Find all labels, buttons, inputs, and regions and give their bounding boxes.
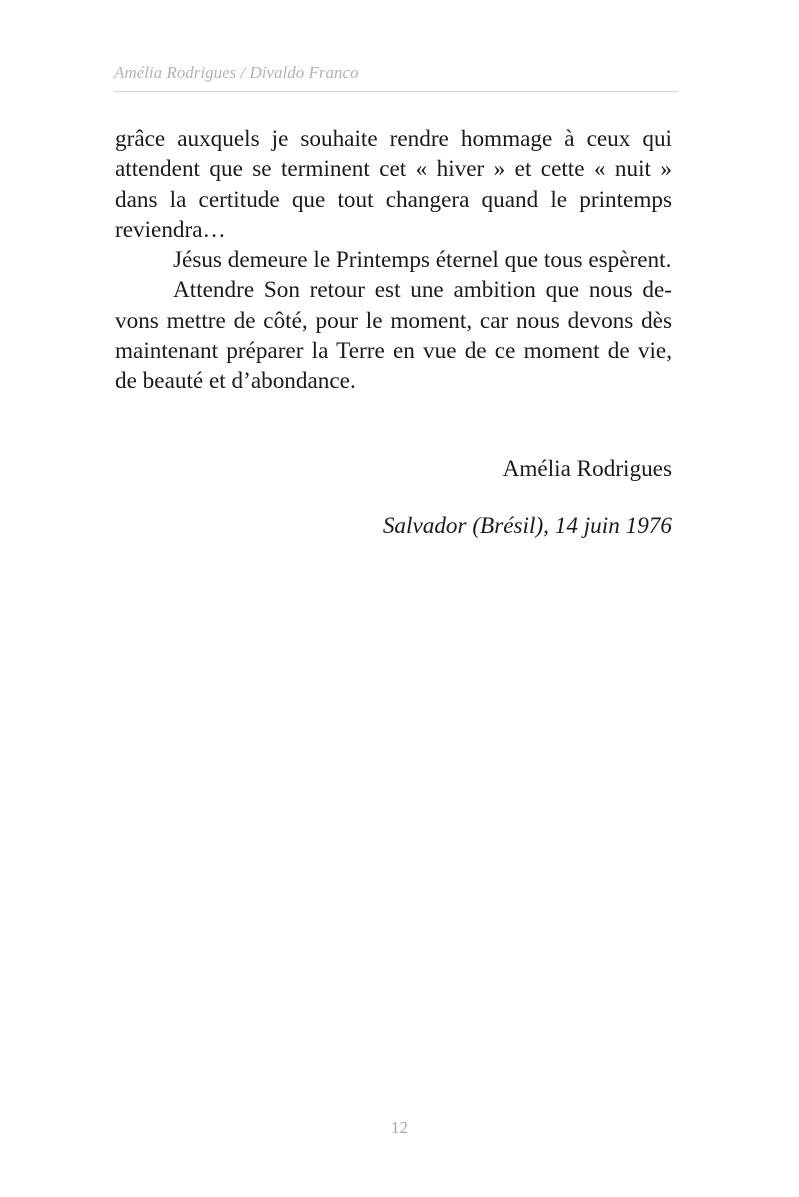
author-signature: Amélia Rodrigues (502, 456, 672, 482)
place-date-line: Salvador (Brésil), 14 juin 1976 (382, 513, 672, 539)
paragraph: Attendre Son retour est une ambition que nous devons mettre de côté, pour le moment, car nous devons dès maintenant préparer la Terre en vue de ce moment de vie, de beauté et d’abondance. (115, 277, 672, 395)
body-text (115, 124, 672, 397)
paragraph-continuation: grâce auxquels je souhaite rendre hommage à ceux qui attendent que se terminent cet « hiver » et cette « nuit » dans la certitude que tout changera quand le printemps reviendra… (115, 126, 672, 243)
running-header-title: Amélia Rodrigues / Divaldo Franco (114, 63, 359, 82)
paragraph: Jésus demeure le Printemps éternel que tous espèrent. (173, 247, 672, 274)
running-header (114, 61, 678, 92)
page-number: 12 (391, 1118, 408, 1137)
